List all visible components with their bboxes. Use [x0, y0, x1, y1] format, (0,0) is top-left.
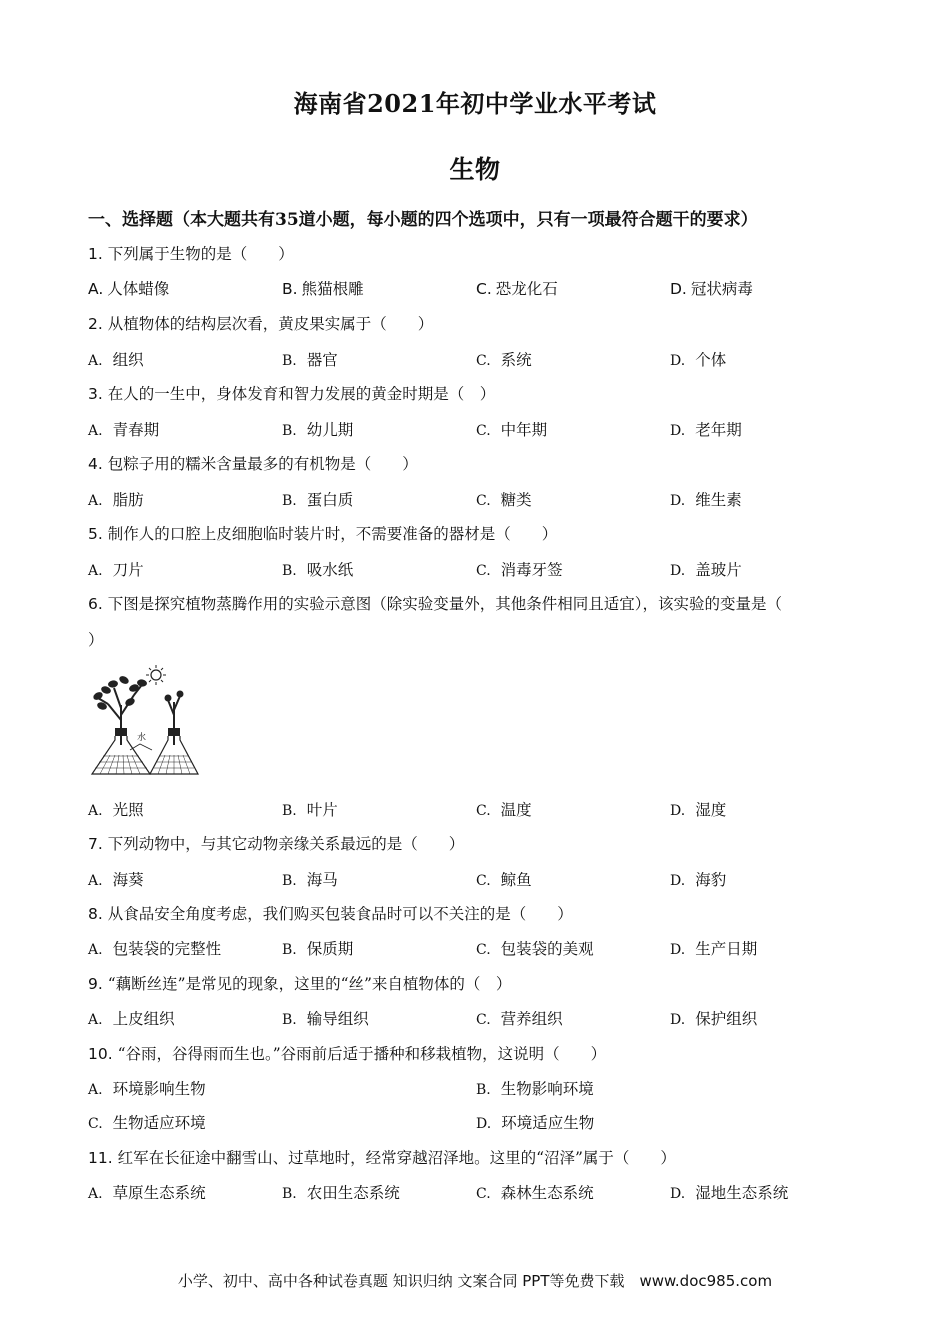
question-stem: “谷雨，谷得雨而生也。”谷雨前后适于播种和移栽植物，这说明（ ）	[112, 1045, 607, 1063]
question-4	[88, 452, 418, 474]
option-d: D. 湿地生态系统	[670, 1184, 789, 1202]
option-b: B. 幼儿期	[282, 421, 354, 439]
option-a: A. 环境影响生物	[88, 1080, 206, 1098]
question-2	[88, 312, 433, 334]
question-number: 11.	[88, 1149, 113, 1167]
option-a: A. 脂肪	[88, 491, 144, 509]
question-stem: 制作人的口腔上皮细胞临时装片时，不需要准备的器材是（ ）	[102, 525, 558, 543]
page-footer: 小学、初中、高中各种试卷真题 知识归纳 文案合同 PPT等免费下载 www.doc985.com	[177, 1272, 773, 1290]
question-number: 9.	[88, 975, 103, 993]
exam-title: 海南省2021年初中学业水平考试	[293, 89, 657, 118]
transpiration-experiment-figure	[86, 660, 202, 782]
question-11	[88, 1146, 676, 1168]
question-stem: 包粽子用的糯米含量最多的有机物是（ ）	[102, 455, 418, 473]
question-7	[88, 832, 464, 854]
option-d: D. 海豹	[670, 871, 727, 889]
option-c: C. 温度	[476, 801, 532, 819]
option-d: D. 冠状病毒	[670, 280, 753, 298]
option-b: B. 海马	[282, 871, 338, 889]
option-a: A. 包装袋的完整性	[88, 940, 222, 958]
question-number: 1.	[88, 245, 103, 263]
option-c: C. 鲸鱼	[476, 871, 532, 889]
question-stem: 红军在长征途中翻雪山、过草地时，经常穿越沼泽地。这里的“沼泽”属于（ ）	[112, 1149, 676, 1167]
option-c: C. 森林生态系统	[476, 1184, 594, 1202]
option-c: C. 糖类	[476, 491, 532, 509]
question-stem: 从食品安全角度考虑，我们购买包装食品时可以不关注的是（ ）	[102, 905, 573, 923]
question-number: 5.	[88, 525, 103, 543]
option-c: C. 生物适应环境	[88, 1114, 206, 1132]
option-d: D. 生产日期	[670, 940, 758, 958]
question-10	[88, 1042, 606, 1064]
option-b: B. 保质期	[282, 940, 354, 958]
question-stem: 从植物体的结构层次看，黄皮果实属于（ ）	[102, 315, 434, 333]
question-number: 6.	[88, 595, 103, 613]
question-5	[88, 522, 557, 544]
question-8	[88, 902, 573, 924]
option-a: A. 光照	[88, 801, 144, 819]
option-a: A. 海葵	[88, 871, 144, 889]
question-number: 7.	[88, 835, 103, 853]
option-b: B. 农田生态系统	[282, 1184, 400, 1202]
option-a: A. 上皮组织	[88, 1010, 175, 1028]
option-b: B. 生物影响环境	[476, 1080, 594, 1098]
option-d: D. 湿度	[670, 801, 727, 819]
option-b: B. 输导组织	[282, 1010, 369, 1028]
option-b: B. 蛋白质	[282, 491, 354, 509]
option-a: A. 青春期	[88, 421, 160, 439]
option-d: D. 老年期	[670, 421, 742, 439]
option-c: C. 消毒牙签	[476, 561, 563, 579]
option-a: A. 组织	[88, 351, 144, 369]
question-stem: 下图是探究植物蒸腾作用的实验示意图（除实验变量外，其他条件相同且适宜），该实验的变量是（	[102, 595, 782, 613]
option-d: D. 保护组织	[670, 1010, 758, 1028]
question-number: 3.	[88, 385, 103, 403]
option-a: A. 人体蜡像	[88, 280, 170, 298]
question-6-continued: ）	[88, 631, 104, 649]
exam-subject: 生物	[449, 155, 501, 184]
option-d: D. 盖玻片	[670, 561, 742, 579]
question-9	[88, 972, 511, 994]
stopper-left	[115, 728, 127, 736]
question-number: 2.	[88, 315, 103, 333]
question-stem: 下列动物中，与其它动物亲缘关系最远的是（ ）	[102, 835, 465, 853]
option-c: C. 恐龙化石	[476, 280, 558, 298]
question-6	[88, 592, 782, 614]
option-c: C. 包装袋的美观	[476, 940, 594, 958]
option-c: C. 中年期	[476, 421, 548, 439]
option-a: A. 草原生态系统	[88, 1184, 206, 1202]
question-stem: 下列属于生物的是（ ）	[102, 245, 294, 263]
question-number: 10.	[88, 1045, 113, 1063]
option-b: B. 熊猫根雕	[282, 280, 364, 298]
question-stem: 在人的一生中，身体发育和智力发展的黄金时期是（ ）	[102, 385, 496, 403]
question-1	[88, 242, 294, 264]
option-b: B. 吸水纸	[282, 561, 354, 579]
question-number: 4.	[88, 455, 103, 473]
option-c: C. 系统	[476, 351, 532, 369]
water-label: 水	[137, 733, 147, 743]
section-heading: 一、选择题（本大题共有35道小题，每小题的四个选项中，只有一项最符合题干的要求）	[88, 210, 758, 230]
option-a: A. 刀片	[88, 561, 144, 579]
option-b: B. 叶片	[282, 801, 338, 819]
question-stem: “藕断丝连”是常见的现象，这里的“丝”来自植物体的（ ）	[102, 975, 512, 993]
sun-icon	[146, 665, 166, 685]
stopper-right	[168, 728, 180, 736]
option-d: D. 环境适应生物	[476, 1114, 595, 1132]
option-d: D. 维生素	[670, 491, 742, 509]
option-b: B. 器官	[282, 351, 338, 369]
option-d: D. 个体	[670, 351, 727, 369]
option-c: C. 营养组织	[476, 1010, 563, 1028]
question-3	[88, 382, 495, 404]
question-number: 8.	[88, 905, 103, 923]
